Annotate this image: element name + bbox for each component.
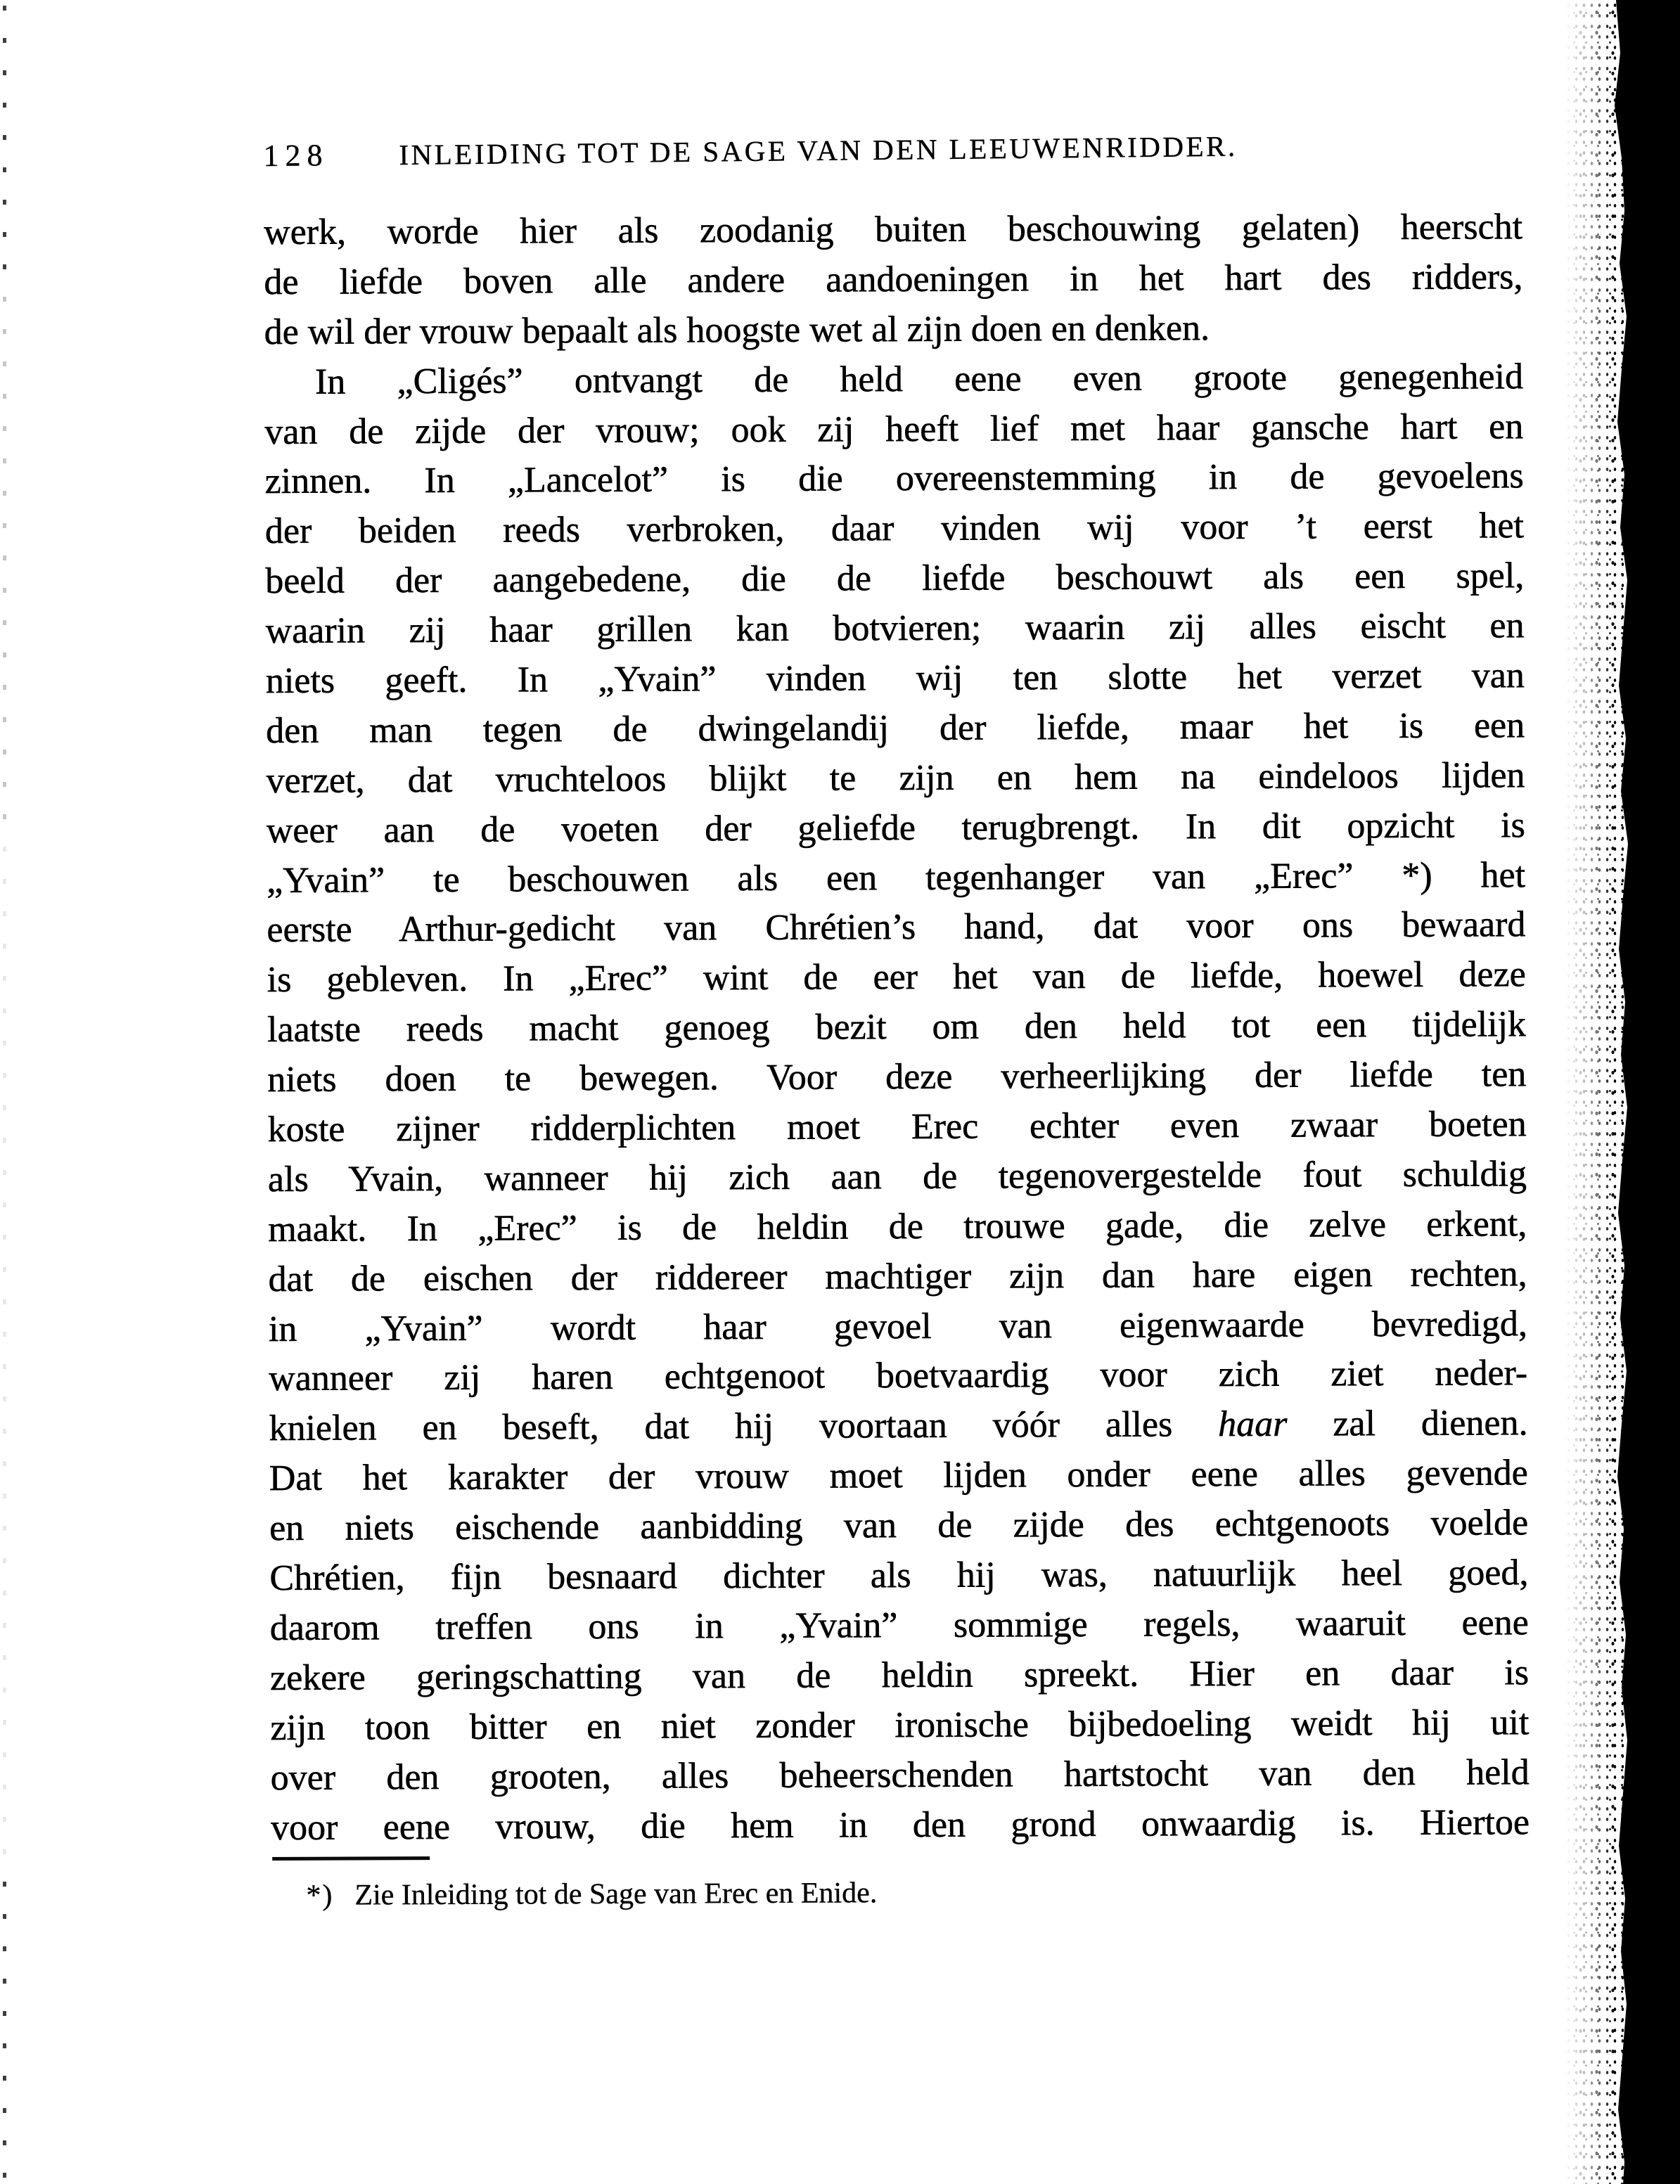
text-line: in „Yvain” wordt haar gevoel van eigenwaarde bevredigd, [268, 1303, 1528, 1349]
text-line: over den grooten, alles beheerschenden hartstocht van den held [270, 1752, 1530, 1798]
footnote-marker: *) [306, 1879, 334, 1912]
text-line: In „Cligés” ontvangt de held eene even groote genegenheid [314, 356, 1524, 402]
text-line: daarom treffen ons in „Yvain” sommige regels, waaruit eene [269, 1602, 1529, 1649]
text-line: zekere geringschatting van de heldin spreekt. Hier en daar is [269, 1652, 1530, 1698]
text-line: dat de eischen der riddereer machtiger zijn dan hare eigen rechten, [268, 1253, 1527, 1299]
page-number: 128 [263, 138, 329, 174]
text-line: Dat het karakter der vrouw moet lijden onder eene alles gevende [269, 1453, 1528, 1499]
text-line: als Yvain, wanneer hij zich aan de tegenovergestelde fout schuldig [267, 1154, 1527, 1200]
text-line: van de zijde der vrouw; ook zij heeft lief met haar gansche hart en [264, 406, 1524, 452]
text-line: is gebleven. In „Erec” wint de eer het van de liefde, hoewel deze [267, 954, 1526, 1001]
footnote-rule [272, 1856, 430, 1861]
text-line: weer aan de voeten der geliefde terugbrengt. In dit opzicht is [266, 804, 1525, 851]
text-line: waarin zij haar grillen kan botvieren; waarin zij alles eischt en [265, 605, 1525, 652]
footnote [271, 1869, 1565, 1917]
body-text [264, 203, 1530, 1853]
text-line: zijn toon bitter en niet zonder ironische bijbedoeling weidt hij uit [270, 1702, 1530, 1748]
text-line: voor eene vrouw, die hem in den grond onwaardig is. Hiertoe [270, 1801, 1530, 1848]
text-line: en niets eischende aanbidding van de zijde des echtgenoots voelde [269, 1503, 1529, 1549]
text-line: laatste reeds macht genoeg bezit om den held tot een tijdelijk [267, 1004, 1527, 1051]
page-header [263, 124, 1522, 174]
text-line: verzet, dat vruchteloos blijkt te zijn en hem na eindeloos lijden [266, 755, 1525, 801]
scan-band-speckle [1565, 0, 1628, 2184]
text-line: Chrétien, fijn besnaard dichter als hij was, natuurlijk heel goed, [269, 1553, 1529, 1599]
text-line: den man tegen de dwingelandij der liefde, maar het is een [266, 705, 1525, 751]
text-line: eerste Arthur-gedicht van Chrétien’s hand, dat voor ons bewaard [267, 904, 1526, 951]
text-line: de wil der vrouw bepaalt als hoogste wet al zijn doen en denken. [264, 308, 1210, 352]
text-line: werk, worde hier als zoodanig buiten beschouwing gelaten) heerscht [263, 207, 1523, 253]
text-line: „Yvain” te beschouwen als een tegenhanger van „Erec” *) het [266, 854, 1526, 901]
footnote-text: Zie Inleiding tot de Sage van Erec en Enide. [354, 1877, 878, 1912]
text-line: der beiden reeds verbroken, daar vinden wij voor ’t eerst het [264, 506, 1525, 552]
text-line: wanneer zij haren echtgenoot boetvaardig voor zich ziet neder- [269, 1353, 1528, 1399]
text-line: niets doen te bewegen. Voor deze verheerlijking der liefde ten [267, 1054, 1527, 1100]
text-line: de liefde boven alle andere aandoeningen in het hart des ridders, [264, 257, 1523, 302]
text-line: koste zijner ridderplichten moet Erec echter even zwaar boeten [267, 1104, 1527, 1150]
text-line: maakt. In „Erec” is de heldin de trouwe gade, die zelve erkent, [268, 1204, 1527, 1250]
running-title: INLEIDING TOT DE SAGE VAN DEN LEEUWENRIDDER. [399, 129, 1238, 172]
text-line: niets geeft. In „Yvain” vinden wij ten slotte het verzet van [265, 655, 1525, 702]
text-line: beeld der aangebedene, die de liefde beschouwt als een spel, [265, 555, 1525, 602]
text-line: zinnen. In „Lancelot” is die overeenstemming in de gevoelens [264, 456, 1524, 502]
text-line: knielen en beseft, dat hij voortaan vóór alles haar zal dienen. [269, 1403, 1528, 1449]
